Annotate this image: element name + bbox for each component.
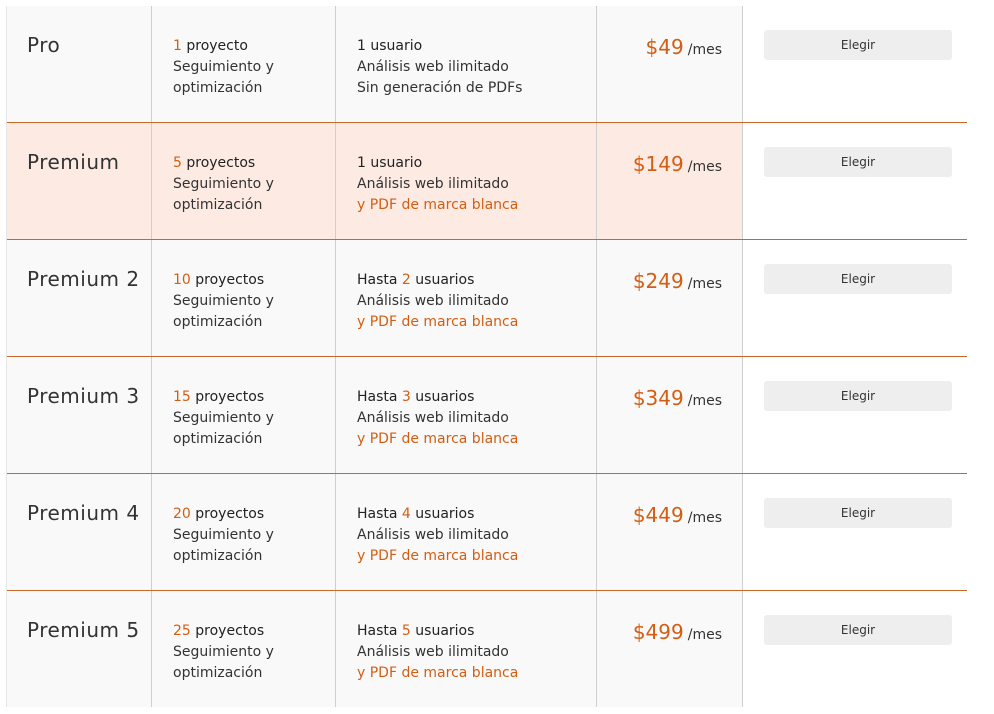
users-count: 3 (401, 389, 411, 405)
projects-cell (152, 357, 336, 473)
projects-count: 10 (173, 272, 191, 288)
users-cell (336, 123, 597, 239)
pdf-note: y PDF de marca blanca (357, 431, 519, 447)
price-cell (597, 591, 743, 707)
price-period: /mes (687, 393, 722, 409)
pdf-note: Sin generación de PDFs (357, 80, 523, 96)
action-cell (743, 240, 967, 356)
pricing-table (6, 6, 967, 707)
users-label: usuarios (415, 623, 475, 639)
plan-row-premium-2 (7, 240, 967, 357)
analysis-line: Análisis web ilimitado (357, 644, 509, 660)
users-cell (336, 474, 597, 590)
users-prefix: Hasta (357, 272, 398, 288)
choose-plan-button[interactable]: Elegir (764, 30, 952, 60)
projects-line (173, 621, 335, 642)
pdf-note: y PDF de marca blanca (357, 548, 519, 564)
users-count: 4 (401, 506, 411, 522)
projects-line (173, 387, 335, 408)
tracking-line-2: optimización (173, 314, 263, 330)
projects-count: 25 (173, 623, 191, 639)
projects-label: proyectos (195, 623, 265, 639)
analysis-line: Análisis web ilimitado (357, 410, 509, 426)
users-label: usuarios (415, 389, 475, 405)
plan-name-cell (7, 474, 152, 590)
plan-price: $449 (632, 503, 684, 527)
analysis-line: Análisis web ilimitado (357, 59, 509, 75)
analysis-line: Análisis web ilimitado (357, 176, 509, 192)
tracking-line-1: Seguimiento y (173, 527, 274, 543)
action-cell (743, 123, 967, 239)
projects-cell (152, 6, 336, 122)
pdf-note: y PDF de marca blanca (357, 197, 519, 213)
plan-name: Premium 2 (27, 267, 140, 291)
users-count: 1 (357, 38, 366, 54)
users-count: 5 (401, 623, 411, 639)
price-period: /mes (687, 510, 722, 526)
plan-name: Premium 5 (27, 618, 140, 642)
tracking-line-2: optimización (173, 665, 263, 681)
projects-cell (152, 591, 336, 707)
price-cell (597, 6, 743, 122)
users-line (357, 504, 596, 525)
tracking-line-1: Seguimiento y (173, 410, 274, 426)
plan-name: Pro (27, 33, 61, 57)
users-label: usuario (370, 38, 423, 54)
tracking-line-1: Seguimiento y (173, 644, 274, 660)
plan-name: Premium 4 (27, 501, 140, 525)
tracking-line-2: optimización (173, 80, 263, 96)
projects-line (173, 153, 335, 174)
plan-price: $149 (632, 152, 684, 176)
choose-plan-button[interactable]: Elegir (764, 381, 952, 411)
projects-count: 1 (173, 38, 182, 54)
projects-count: 5 (173, 155, 182, 171)
projects-line (173, 504, 335, 525)
projects-cell (152, 240, 336, 356)
price-cell (597, 123, 743, 239)
action-cell (743, 474, 967, 590)
plan-name-cell (7, 357, 152, 473)
projects-label: proyectos (195, 506, 265, 522)
users-prefix: Hasta (357, 623, 398, 639)
analysis-line: Análisis web ilimitado (357, 527, 509, 543)
tracking-line-2: optimización (173, 548, 263, 564)
plan-name-cell (7, 6, 152, 122)
projects-label: proyectos (195, 389, 265, 405)
users-label: usuario (370, 155, 423, 171)
users-prefix: Hasta (357, 506, 398, 522)
plan-price: $349 (632, 386, 684, 410)
users-line (357, 270, 596, 291)
users-cell (336, 240, 597, 356)
users-cell (336, 6, 597, 122)
projects-label: proyectos (186, 155, 256, 171)
projects-cell (152, 474, 336, 590)
plan-row-premium-5 (7, 591, 967, 707)
price-period: /mes (687, 42, 722, 58)
action-cell (743, 357, 967, 473)
plan-price: $249 (632, 269, 684, 293)
choose-plan-button[interactable]: Elegir (764, 498, 952, 528)
users-prefix: Hasta (357, 389, 398, 405)
users-line (357, 36, 596, 57)
pdf-note: y PDF de marca blanca (357, 665, 519, 681)
users-count: 1 (357, 155, 366, 171)
tracking-line-1: Seguimiento y (173, 59, 274, 75)
plan-name-cell (7, 123, 152, 239)
choose-plan-button[interactable]: Elegir (764, 264, 952, 294)
users-label: usuarios (415, 506, 475, 522)
analysis-line: Análisis web ilimitado (357, 293, 509, 309)
users-label: usuarios (415, 272, 475, 288)
choose-plan-button[interactable]: Elegir (764, 615, 952, 645)
plan-price: $499 (632, 620, 684, 644)
plan-name-cell (7, 240, 152, 356)
plan-price: $49 (645, 35, 684, 59)
plan-name-cell (7, 591, 152, 707)
projects-count: 15 (173, 389, 191, 405)
price-period: /mes (687, 627, 722, 643)
tracking-line-2: optimización (173, 431, 263, 447)
users-line (357, 153, 596, 174)
action-cell (743, 6, 967, 122)
tracking-line-2: optimización (173, 197, 263, 213)
projects-label: proyecto (186, 38, 248, 54)
projects-line (173, 36, 335, 57)
users-cell (336, 591, 597, 707)
projects-line (173, 270, 335, 291)
users-line (357, 621, 596, 642)
plan-row-premium-3 (7, 357, 967, 474)
projects-label: proyectos (195, 272, 265, 288)
projects-count: 20 (173, 506, 191, 522)
users-count: 2 (401, 272, 411, 288)
price-cell (597, 240, 743, 356)
projects-cell (152, 123, 336, 239)
price-period: /mes (687, 276, 722, 292)
action-cell (743, 591, 967, 707)
tracking-line-1: Seguimiento y (173, 293, 274, 309)
price-cell (597, 474, 743, 590)
choose-plan-button[interactable]: Elegir (764, 147, 952, 177)
users-cell (336, 357, 597, 473)
plan-name: Premium (27, 150, 120, 174)
plan-name: Premium 3 (27, 384, 140, 408)
price-period: /mes (687, 159, 722, 175)
users-line (357, 387, 596, 408)
price-cell (597, 357, 743, 473)
plan-row-pro (7, 6, 967, 123)
tracking-line-1: Seguimiento y (173, 176, 274, 192)
pdf-note: y PDF de marca blanca (357, 314, 519, 330)
plan-row-premium-4 (7, 474, 967, 591)
plan-row-premium (7, 123, 967, 240)
